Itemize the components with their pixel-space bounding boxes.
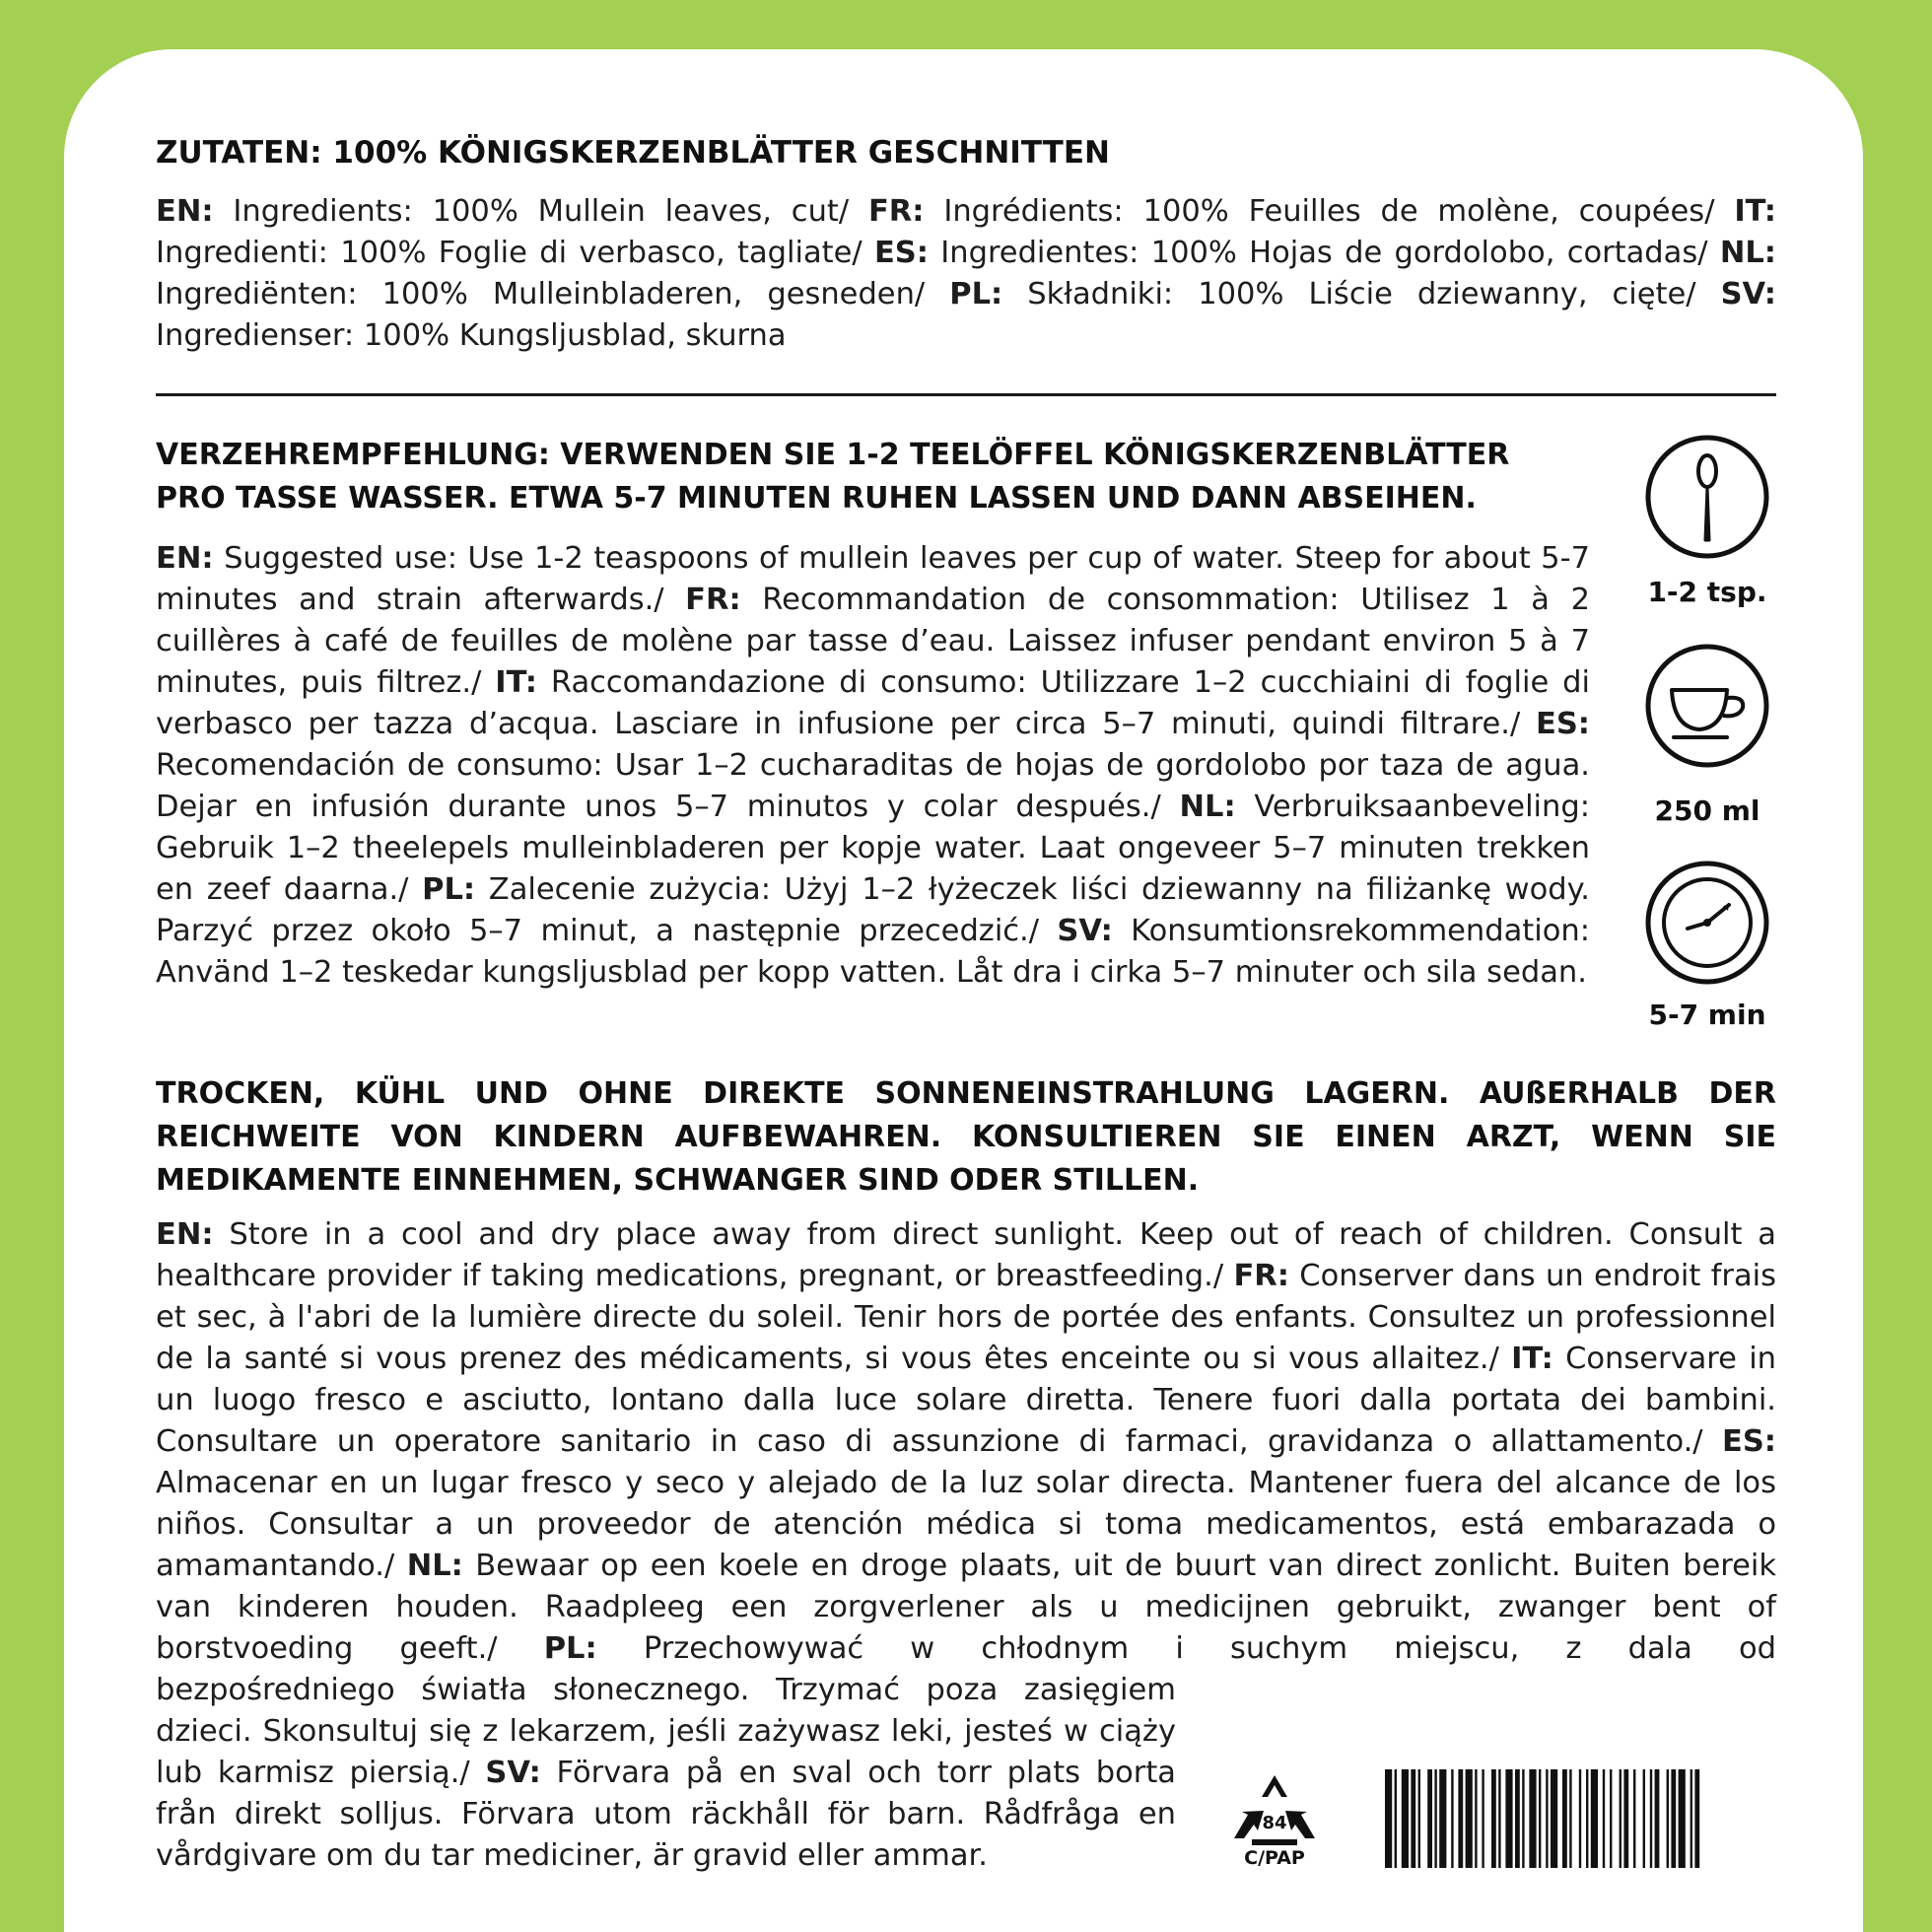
language-code: NL: — [1179, 790, 1236, 824]
storage-text-continued — [156, 1670, 1176, 1877]
barcode-bar — [1434, 1769, 1436, 1868]
cup-icon — [1644, 643, 1770, 769]
translation-text: Przechowywać w chłodnym i suchym miejscu, z dala od — [596, 1631, 1776, 1666]
translation-text: Store in a cool and dry place away from direct sunlight. Keep out of reach of children. Consult a healthcare provider if taking medications, pregnant, or breastfeeding./ — [156, 1217, 1776, 1293]
translation-text: Zalecenie zużycia: Użyj 1–2 łyżeczek liści dziewanny na filiżankę wody. Parzyć przez około 5–7 minut, a następnie przecedzić./ — [156, 872, 1590, 948]
language-code: PL: — [422, 872, 476, 907]
language-code: IT: — [1734, 194, 1776, 229]
barcode-bar — [1603, 1769, 1605, 1868]
clock-label: 5-7 min — [1648, 999, 1766, 1031]
translation-text: Raccomandazione di consumo: Utilizzare 1–2 cucchiaini di foglie di verbasco per tazza d’acqua. Lasciare in infusione per circa 5–7 minuti, quindi filtrare./ — [156, 665, 1590, 741]
translation-text: Conservare in un luogo fresco e asciutto, lontano dalla luce solare diretta. Tenere fuori dalla portata dei bambini. Consultare un operatore sanitario in caso di assunzione di farmaci, gravidanza o allattamento./ — [156, 1342, 1776, 1459]
language-code: ES: — [873, 236, 929, 270]
translation-text: Suggested use: Use 1-2 teaspoons of mullein leaves per cup of water. Steep for about 5-7 minutes and strain afterwards./ — [156, 541, 1590, 617]
translation-text: bezpośredniego światła słonecznego. Trzymać poza zasięgiem dzieci. Skonsultuj się z lekarzem, jeśli zażywasz leki, jesteś w ciąży lub karmisz piersią./ — [156, 1673, 1176, 1790]
language-code: IT: — [495, 665, 537, 700]
barcode-bar — [1539, 1769, 1541, 1868]
barcode-bar — [1586, 1769, 1588, 1868]
language-code: PL: — [949, 277, 1003, 311]
barcode-bar — [1515, 1769, 1520, 1868]
language-code: NL: — [1719, 236, 1776, 270]
barcode-bar — [1402, 1769, 1409, 1868]
language-code: ES: — [1536, 707, 1590, 741]
translation-text: Ingrediënten: 100% Mulleinbladeren, gesneden/ — [156, 277, 950, 311]
language-code: SV: — [485, 1756, 541, 1790]
usage-heading-line-1: VERZEHREMPFEHLUNG: VERWENDEN SIE 1-2 TEELÖFFEL KÖNIGSKERZENBLÄTTER — [156, 438, 1510, 472]
translation-text: Ingredienti: 100% Foglie di verbasco, tagliate/ — [156, 236, 874, 270]
barcode-bar — [1466, 1769, 1473, 1868]
language-code: SV: — [1057, 914, 1113, 948]
storage-heading-line-3: MEDIKAMENTE EINNEHMEN, SCHWANGER SIND ODER STILLEN. — [156, 1163, 1200, 1198]
ingredients-text — [156, 191, 1776, 357]
barcode-bar — [1569, 1769, 1571, 1868]
barcode-bar — [1546, 1769, 1548, 1868]
storage-heading-line-2: REICHWEITE VON KINDERN AUFBEWAHREN. KONSULTIEREN SIE EINEN ARZT, WENN SIE — [156, 1120, 1776, 1154]
translation-text: Almacenar en un lugar fresco y seco y alejado de la luz solar directa. Mantener fuera del alcance de los niños. Consultar a un proveedor de atención médica si toma medicamentos, está embarazada o amamantando./ — [156, 1466, 1776, 1583]
translation-text: Ingredienser: 100% Kungsljusblad, skurna — [156, 318, 787, 353]
barcode-bar — [1667, 1769, 1669, 1868]
ingredients-heading: ZUTATEN: 100% KÖNIGSKERZENBLÄTTER GESCHNITTEN — [156, 135, 1110, 171]
barcode-bar — [1522, 1769, 1524, 1868]
storage-text — [156, 1214, 1776, 1670]
usage-heading-line-2: PRO TASSE WASSER. ETWA 5-7 MINUTEN RUHEN LASSEN UND DANN ABSEIHEN. — [156, 481, 1477, 516]
section-divider — [156, 393, 1776, 396]
language-code: NL: — [406, 1549, 463, 1583]
barcode-bar — [1439, 1769, 1446, 1868]
storage-heading-line-1: TROCKEN, KÜHL UND OHNE DIREKTE SONNENEINSTRAHLUNG LAGERN. AUßERHALB DER — [156, 1076, 1776, 1111]
barcode-bar — [1655, 1769, 1660, 1868]
usage-text — [156, 538, 1590, 994]
usage-heading — [156, 434, 1595, 520]
language-code: FR: — [1233, 1259, 1289, 1293]
barcode-bar — [1451, 1769, 1453, 1868]
translation-text: Ingrédients: 100% Feuilles de molène, coupées/ — [924, 194, 1735, 229]
translation-text: Conserver dans un endroit frais et sec, à l'abri de la lumière directe du soleil. Tenir hors de portée des enfants. Consultez un professionnel de la santé si vous prenez des médicaments, si vous êtes enceinte ou si vous allaitez./ — [156, 1259, 1777, 1376]
translation-text: Ingredientes: 100% Hojas de gordolobo, cortadas/ — [928, 236, 1720, 270]
translation-text: Recomendación de consumo: Usar 1–2 cucharaditas de hojas de gordolobo por taza de agua. Dejar en infusión durante unos 5–7 minutos y colar después./ — [156, 748, 1590, 824]
clock-icon — [1644, 860, 1770, 986]
barcode-bar — [1551, 1769, 1557, 1868]
language-code: EN: — [156, 194, 214, 229]
barcode-bar — [1650, 1769, 1652, 1868]
barcode-bar — [1591, 1769, 1598, 1868]
barcode-bar — [1643, 1769, 1645, 1868]
recycling-code: 84 — [1262, 1813, 1287, 1833]
barcode-bar — [1491, 1769, 1496, 1868]
translation-text: Recommandation de consommation: Utilisez 1 à 2 cuillères à café de feuilles de molène par tasse d’eau. Laissez infuser pendant environ 5 à 7 minutes, puis filtrez./ — [156, 583, 1590, 700]
language-code: FR: — [685, 583, 741, 617]
barcode-bar — [1694, 1769, 1699, 1868]
recycling-icon — [1230, 1769, 1319, 1868]
language-code: FR: — [867, 194, 925, 229]
language-code: PL: — [543, 1631, 597, 1666]
barcode-bar — [1690, 1769, 1692, 1868]
spoon-label: 1-2 tsp. — [1647, 576, 1767, 608]
translation-text: Bewaar op een koele en droge plaats, uit de buurt van direct zonlicht. Buiten bereik van kinderen houden. Raadpleeg een zorgverlener als u medicijnen gebruikt, zwanger bent of borstvoeding geeft./ — [156, 1549, 1777, 1666]
language-code: SV: — [1720, 277, 1776, 311]
translation-text: Ingredients: 100% Mullein leaves, cut/ — [213, 194, 868, 229]
barcode-bar — [1395, 1769, 1397, 1868]
translation-text: Składniki: 100% Liście dziewanny, cięte/ — [1002, 277, 1721, 311]
barcode-bar — [1418, 1769, 1420, 1868]
barcode-bar — [1623, 1769, 1628, 1868]
barcode-bar — [1458, 1769, 1463, 1868]
barcode-bar — [1505, 1769, 1512, 1868]
spoon-icon — [1644, 434, 1770, 560]
language-code: IT: — [1511, 1342, 1553, 1376]
barcode-bar — [1579, 1769, 1581, 1868]
barcode-bar — [1498, 1769, 1500, 1868]
barcode-bar — [1610, 1769, 1612, 1868]
barcode-bar — [1679, 1769, 1686, 1868]
barcode-bar — [1411, 1769, 1415, 1868]
language-code: ES: — [1722, 1424, 1776, 1459]
barcode-bar — [1385, 1769, 1392, 1868]
translation-text: Konsumtionsrekommendation: Använd 1–2 teskedar kungsljusblad per kopp vatten. Låt dra i cirka 5–7 minuter och sila sedan. — [156, 914, 1590, 990]
language-code: EN: — [156, 541, 214, 576]
translation-text: Förvara på en sval och torr plats borta från direkt solljus. Förvara utom räckhåll för barn. Rådfråga en vårdgivare om du tar mediciner, är gravid eller ammar. — [156, 1756, 1176, 1873]
barcode-bar — [1633, 1769, 1635, 1868]
barcode-bar — [1620, 1769, 1622, 1868]
barcode-bar — [1529, 1769, 1536, 1868]
barcode-bar — [1671, 1769, 1676, 1868]
cup-label: 250 ml — [1654, 794, 1760, 827]
translation-text: Verbruiksaanbeveling: Gebruik 1–2 theelepels mulleinbladeren per kopje water. Laat ongeveer 5–7 minuten trekken en zeef daarna./ — [156, 790, 1590, 907]
language-code: EN: — [156, 1217, 214, 1252]
barcode-bar — [1475, 1769, 1477, 1868]
barcode — [1385, 1769, 1774, 1868]
barcode-bar — [1562, 1769, 1567, 1868]
recycling-material: C/PAP — [1244, 1847, 1305, 1868]
storage-heading — [156, 1072, 1776, 1203]
barcode-bar — [1482, 1769, 1484, 1868]
barcode-bar — [1427, 1769, 1432, 1868]
